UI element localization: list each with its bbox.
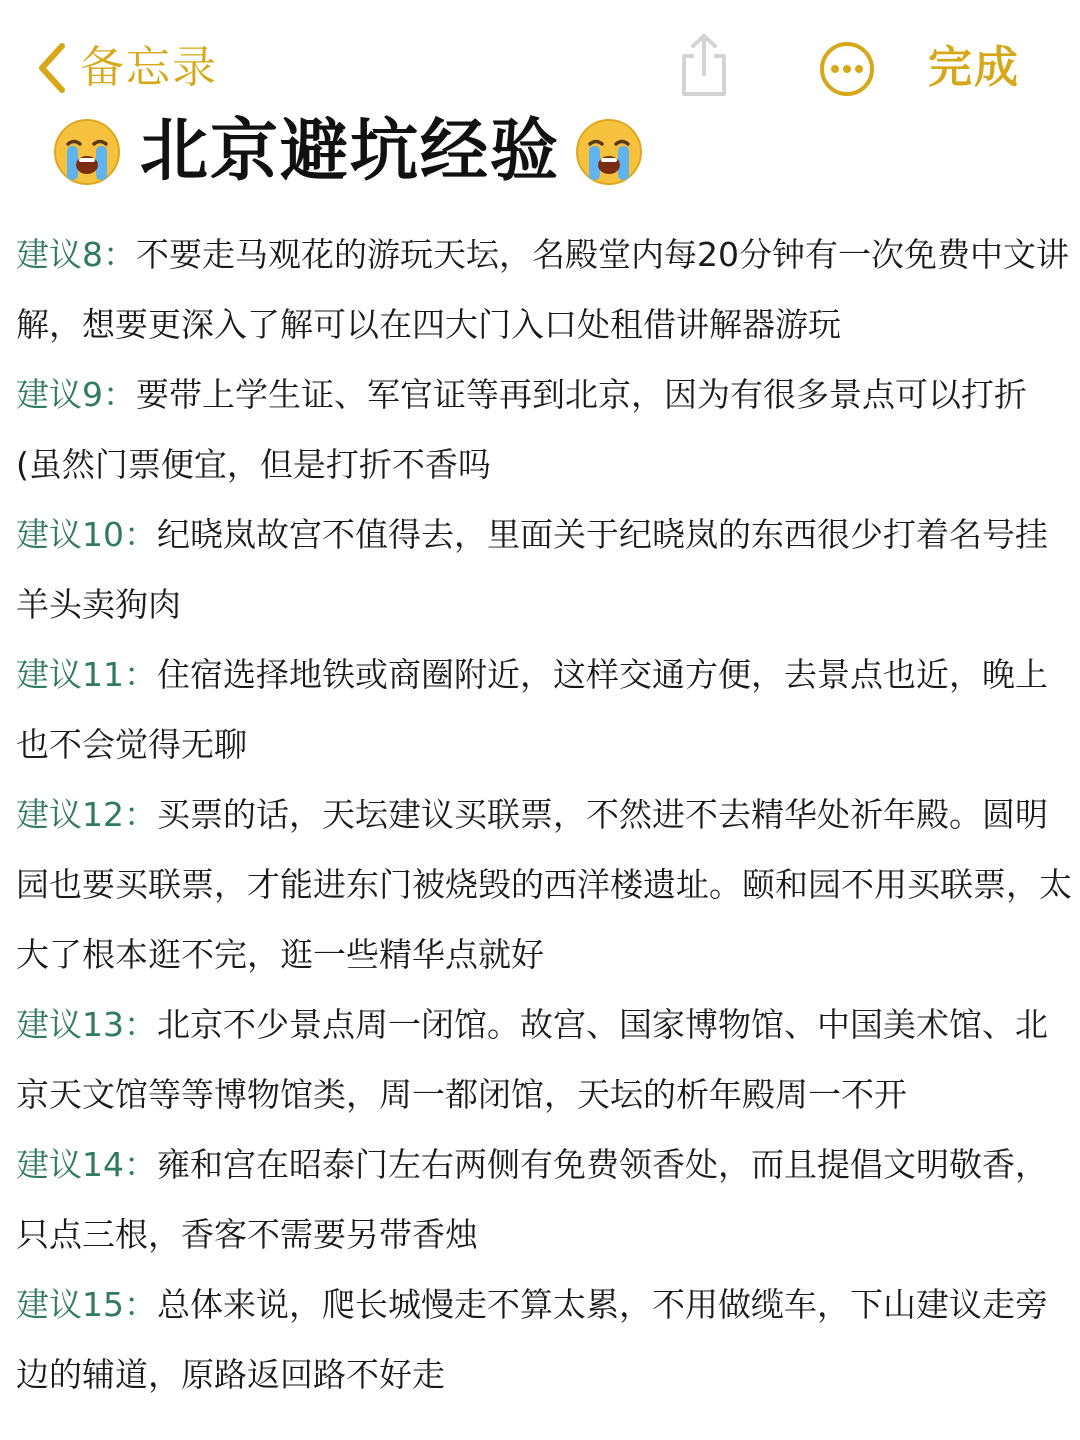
back-label: 备忘录 — [80, 42, 218, 93]
tip-item — [16, 360, 1072, 500]
tip-label: 建议9： — [16, 375, 136, 414]
share-button[interactable] — [676, 32, 732, 102]
tip-item — [16, 500, 1072, 640]
tip-label: 建议10： — [16, 515, 157, 554]
tip-item — [16, 1270, 1072, 1410]
chevron-left-icon — [34, 42, 68, 94]
tip-label: 建议14： — [16, 1145, 157, 1184]
share-icon — [676, 32, 732, 98]
tip-text: 买票的话，天坛建议买联票，不然进不去精华处祈年殿。圆明园也要买联票，才能进东门被烧毁的西洋楼遗址。颐和园不用买联票，太大了根本逛不完，逛一些精华点就好 — [16, 795, 1072, 974]
tip-item — [16, 780, 1072, 990]
note-title: 北京避坑经验 — [140, 112, 561, 191]
crying-face-icon — [574, 117, 644, 187]
tip-label: 建议13： — [16, 1005, 157, 1044]
tip-item — [16, 1130, 1072, 1270]
tip-label: 建议8： — [16, 235, 136, 274]
tip-text: 纪晓岚故宫不值得去，里面关于纪晓岚的东西很少打着名号挂羊头卖狗肉 — [16, 515, 1048, 624]
navigation-bar — [0, 0, 1080, 110]
tip-item — [16, 220, 1072, 360]
tip-text: 北京不少景点周一闭馆。故宫、国家博物馆、中国美术馆、北京天文馆等等博物馆类，周一都闭馆，天坛的析年殿周一不开 — [16, 1005, 1048, 1114]
tip-text: 雍和宫在昭泰门左右两侧有免费领香处，而且提倡文明敬香，只点三根，香客不需要另带香烛 — [16, 1145, 1048, 1254]
note-body[interactable] — [16, 220, 1072, 1410]
back-button[interactable] — [34, 38, 218, 98]
tip-text: 要带上学生证、军官证等再到北京，因为有很多景点可以打折(虽然门票便宜，但是打折不香吗 — [16, 375, 1027, 484]
tip-label: 建议15： — [16, 1285, 157, 1324]
done-button[interactable]: 完成 — [928, 42, 1020, 93]
tip-text: 住宿选择地铁或商圈附近，这样交通方便，去景点也近，晚上也不会觉得无聊 — [16, 655, 1048, 764]
more-button[interactable] — [818, 40, 876, 102]
tip-item — [16, 640, 1072, 780]
tip-text: 总体来说，爬长城慢走不算太累，不用做缆车，下山建议走旁边的辅道，原路返回路不好走 — [16, 1285, 1048, 1394]
note-title-row — [52, 112, 644, 192]
more-icon — [818, 40, 876, 98]
tip-label: 建议12： — [16, 795, 157, 834]
tip-item — [16, 990, 1072, 1130]
tip-label: 建议11： — [16, 655, 157, 694]
tip-text: 不要走马观花的游玩天坛，名殿堂内每20分钟有一次免费中文讲解，想要更深入了解可以在四大门入口处租借讲解器游玩 — [16, 235, 1069, 344]
crying-face-icon — [52, 117, 122, 187]
